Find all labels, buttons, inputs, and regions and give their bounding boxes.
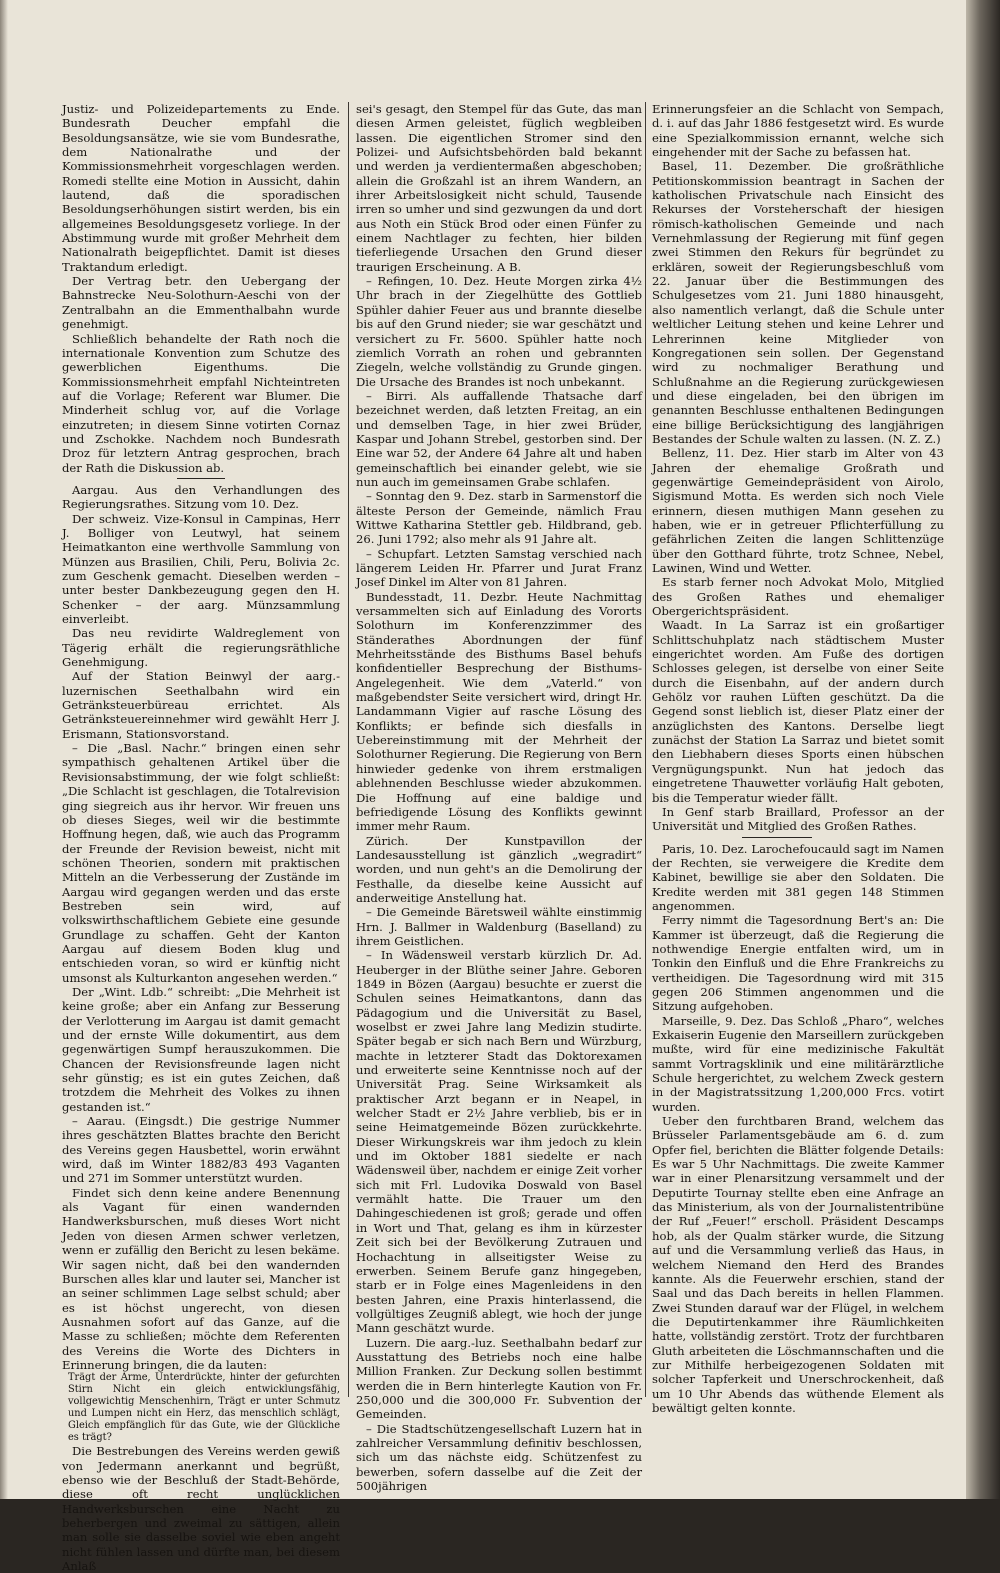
column-rule-1 — [348, 102, 349, 1397]
article-paragraph: Justiz- und Polizeidepartements zu Ende. Bundesrath Deucher empfahl die Besoldungsansätze, wie sie vom Bundesrathe, dem Nationalrathe und der Kommissionsmehrheit vorgeschlagen werden. Romedi stellte eine Motion in Aussicht, dahin lautend, daß die sporadischen Besoldungserhöhungen sistirt werden, bis ein allgemeines Besoldungsgesetz vorliege. In der Abstimmung wurde mit großer Mehrheit dem Nationalrath beigepflichtet. Damit ist dieses Traktandum erledigt. — [62, 102, 340, 274]
article-paragraph: – Sonntag den 9. Dez. starb in Sarmenstorf die älteste Person der Gemeinde, nämlich Frau Wittwe Katharina Stettler geb. Hildbrand, geb. 26. Juni 1792; also mehr als 91 Jahre alt. — [356, 489, 642, 547]
column-3 — [652, 102, 944, 1492]
article-paragraph: sei's gesagt, den Stempel für das Gute, das man diesen Armen geleistet, füglich wegbleiben lassen. Die eigentlichen Stromer sind den Polizei- und Aufsichtsbehörden bald bekannt und werden ja verdientermaßen abgeschoben; allein die Großzahl ist an ihrem Wandern, an ihrer Arbeitslosigkeit nicht schuld, Tausende irren so umher und sind gezwungen da und dort aus Noth ein Stück Brod oder einen Fünfer zu einem Nachtlager zu fechten, hier bilden tieferliegende Ursachen den Grund dieser traurigen Erscheinung. A B. — [356, 102, 642, 274]
article-paragraph: – Schupfart. Letzten Samstag verschied nach längerem Leiden Hr. Pfarrer und Jurat Franz Josef Dinkel im Alter von 81 Jahren. — [356, 546, 642, 590]
article-paragraph: Bundesstadt, 11. Dezbr. Heute Nachmittag versammelten sich auf Einladung des Vororts Solothurn im Konferenzzimmer des Ständerathes Abordnungen der fünf Mehrheitsstände des Bisthums Basel behufs konfidentieller Besprechung der Bisthums-Angelegenheit. Wie dem „Vaterld.“ von maßgebendster Seite versichert wird, dringt Hr. Landammann Vigier auf rasche Lösung des Konflikts; er befinde sich diesfalls in Uebereinstimmung mit der Mehrheit der Solothurner Regierung. Die Regierung von Bern hinwieder gedenke von ihrem erstmaligen ablehnenden Beschlusse wieder abzukommen. Die Hoffnung auf eine baldige und befriedigende Lösung des Konflikts gewinnt immer mehr Raum. — [356, 589, 642, 834]
article-paragraph: Schließlich behandelte der Rath noch die internationale Konvention zum Schutze des gewerblichen Eigenthums. Die Kommissionsmehrheit empfahl Nichteintreten auf die Vorlage; Referent war Blumer. Die Minderheit schlug vor, auf die Vorlage einzutreten; in diesem Sinne votirten Cornaz und Zschokke. Nachdem noch Bundesrath Droz für letztern Antrag gesprochen, brach der Rath die Diskussion ab. — [62, 331, 340, 475]
article-paragraph: In Genf starb Braillard, Professor an der Universität und Mitglied des Großen Rathes. — [652, 804, 944, 834]
article-paragraph: – Die Gemeinde Bäretsweil wählte einstimmig Hrn. J. Ballmer in Waldenburg (Baselland) zu ihrem Geistlichen. — [356, 905, 642, 948]
article-paragraph: – Aarau. (Eingsdt.) Die gestrige Nummer ihres geschätzten Blattes brachte den Bericht des Vereins gegen Hausbettel, worin erwähnt wird, daß im Winter 1882/83 493 Vaganten und 271 im Sommer unterstützt wurden. — [62, 1114, 340, 1186]
article-paragraph: Bellenz, 11. Dez. Hier starb im Alter von 43 Jahren der ehemalige Großrath und gegenwärtige Gemeindepräsident von Airolo, Sigismund Motta. Es werden sich noch Viele erinnern, diesen muthigen Mann gesehen zu haben, wie er in getreuer Pflichterfüllung zu gefährlichen Zeiten die langen Schlittenzüge über den Gotthard führte, trotz Schnee, Nebel, Lawinen, Wind und Wetter. — [652, 446, 944, 575]
article-paragraph: Paris, 10. Dez. Larochefoucauld sagt im Namen der Rechten, sie verweigere die Kredite dem Kabinet, bewillige sie aber den Soldaten. Die Kredite werden mit 381 gegen 148 Stimmen angenommen. — [652, 841, 944, 913]
article-paragraph: – In Wädensweil verstarb kürzlich Dr. Ad. Heuberger in der Blüthe seiner Jahre. Geboren 1849 in Bözen (Aargau) besuchte er zuerst die Schulen seines Heimatkantons, dann das Pädagogium und die Universität zu Basel, woselbst er zwei Jahre lang Medizin studirte. Später begab er sich nach Bern und Würzburg, machte in letzterer Stadt das Doktorexamen und erweiterte seine Kenntnisse noch auf der Universität Prag. Seine Wirksamkeit als praktischer Arzt begann er in Neapel, in welcher Stadt er 2½ Jahre verblieb, bis er in seine Heimatgemeinde Bözen zurückkehrte. Dieser Wirkungskreis war ihm jedoch zu klein und im Oktober 1881 siedelte er nach Wädensweil über, nachdem er einige Zeit vorher sich mit Frl. Ludovika Doswald von Basel vermählt hatte. Die Trauer um den Dahingeschiedenen ist groß; gerade und offen in Wort und That, gelang es ihm in kürzester Zeit sich bei der Bevölkerung Zutrauen und Hochachtung in allseitigster Weise zu erwerben. Seinem Berufe ganz hingegeben, starb er in Folge eines Magenleidens in den besten Jahren, eine Praxis hinterlassend, die vollgültiges Zeugniß ablegt, wie hoch der junge Mann geschätzt wurde. — [356, 948, 642, 1336]
article-paragraph: Zürich. Der Kunstpavillon der Landesausstellung ist gänzlich „wegradirt“ worden, und nun geht's an die Demolirung der Festhalle, da dieselbe keine Aussicht auf anderweitige Anstellung hat. — [356, 833, 642, 905]
article-paragraph: Aargau. Aus den Verhandlungen des Regierungsrathes. Sitzung vom 10. Dez. — [62, 482, 340, 512]
column-1 — [62, 102, 340, 1573]
article-paragraph: Erinnerungsfeier an die Schlacht von Sempach, d. i. auf das Jahr 1886 festgesetzt wird. Es wurde eine Spezialkommission ernannt, welche sich eingehender mit der Sache zu befassen hat. — [652, 102, 944, 160]
article-paragraph: – Refingen, 10. Dez. Heute Morgen zirka 4½ Uhr brach in der Ziegelhütte des Gottlieb Spühler dahier Feuer aus und brannte dieselbe bis auf den Grund nieder; sie war geschätzt und versichert zu Fr. 5600. Spühler hatte noch ziemlich Vorrath an rohen und gebrannten Ziegeln, welche vollständig zu Grunde gingen. Die Ursache des Brandes ist noch unbekannt. — [356, 274, 642, 389]
article-paragraph: Es starb ferner noch Advokat Molo, Mitglied des Großen Rathes und ehemaliger Obergerichtspräsident. — [652, 575, 944, 619]
article-paragraph: Auf der Station Beinwyl der aarg.-luzernischen Seethalbahn wird ein Getränksteuerbüreau errichtet. Als Getränksteuereinnehmer wird gewählt Herr J. Erismann, Stationsvorstand. — [62, 669, 340, 741]
article-paragraph: Das neu revidirte Waldreglement von Tägerig erhält die regierungsräthliche Genehmigung. — [62, 626, 340, 670]
article-paragraph: Der „Wint. Ldb.“ schreibt: „Die Mehrheit ist keine große; aber ein Anfang zur Besserung der Verlotterung im Aargau ist damit gemacht und der ernste Wille dokumentirt, aus dem gegenwärtigen Sumpf herauszukommen. Die Chancen der Revisionsfreunde lagen nicht sehr günstig; es ist ein gutes Zeichen, daß trotzdem die Mehrheit des Volkes zu ihnen gestanden ist.“ — [62, 984, 340, 1114]
page-binding-edge — [966, 0, 1000, 1499]
article-paragraph: Waadt. In La Sarraz ist ein großartiger Schlittschuhplatz nach städtischem Muster eingerichtet worden. Am Fuße des dortigen Schlosses gelegen, ist derselbe von einer Seite durch die Eisenbahn, auf der andern durch Gehölz vor rauhen Lüften geschützt. Da die Gegend sonst lieblich ist, dieser Platz einer der anzüglichsten des Kantons. Derselbe liegt zunächst der Station La Sarraz und bietet somit den Liebhabern dieses Sports einen hübschen Vergnügungspunkt. Nun hat jedoch das eingetretene Thauwetter vorläufig Halt geboten, bis die Temperatur wieder fällt. — [652, 618, 944, 805]
article-paragraph: Luzern. Die aarg.-luz. Seethalbahn bedarf zur Ausstattung des Betriebs noch eine halbe Million Franken. Zur Deckung sollen bestimmt werden die in Bern hinterlegte Kaution von Fr. 250,000 und die 300,000 Fr. Subvention der Gemeinden. — [356, 1335, 642, 1422]
article-paragraph: Basel, 11. Dezember. Die großräthliche Petitionskommission beantragt in Sachen der katholischen Privatschule nach Einsicht des Rekurses der Vorsteherschaft der hiesigen römisch-katholischen Gemeinde und nach Vernehmlassung der Regierung mit fünf gegen zwei Stimmen den Rekurs für begründet zu erklären, soweit der Regierungsbeschluß vom 22. Januar über die Bestimmungen des Schulgesetzes vom 21. Juni 1880 hinausgeht, also namentlich verlangt, daß die Schule unter weltlicher Leitung stehen und keine Lehrer und Lehrerinnen keine Mitglieder von Kongregationen sein sollen. Der Gegenstand wird zu nochmaliger Berathung und Schlußnahme an die Regierung zurückgewiesen und diese eingeladen, bei den übrigen im genannten Beschlusse enthaltenen Bedingungen eine billige Berücksichtigung des langjährigen Bestandes der Schule walten zu lassen. (N. Z. Z.) — [652, 159, 944, 446]
article-paragraph: Ueber den furchtbaren Brand, welchem das Brüsseler Parlamentsgebäude am 6. d. zum Opfer fiel, berichten die Blätter folgende Details: Es war 5 Uhr Nachmittags. Die zweite Kammer war in einer Plenarsitzung versammelt und der Deputirte Tournay stellte eben eine Anfrage an das Ministerium, als von der Journalistentribüne der Ruf „Feuer!“ erscholl. Präsident Descamps hob, als der Qualm stärker wurde, die Sitzung auf und die Versammlung verließ das Haus, in welchem Niemand den Herd des Brandes kannte. Als die Feuerwehr erschien, stand der Saal und das Dach bereits in hellen Flammen. Zwei Stunden darauf war der Flügel, in welchem die Deputirtenkammer ihre Räumlichkeiten hatte, vollständig zerstört. Trotz der furchtbaren Gluth arbeiteten die Löschmannschaften und die zur Mithilfe herbeigezogenen Soldaten mit solcher Tapferkeit und Unerschrockenheit, daß um 10 Uhr Abends das wüthende Element als bewältigt gelten konnte. — [652, 1114, 944, 1415]
article-paragraph: Marseille, 9. Dez. Das Schloß „Pharo“, welches Exkaiserin Eugenie den Marseillern zurückgeben mußte, wird für eine medizinische Fakultät sammt Vortragsklinik und eine militärärztliche Schule hergerichtet, zu welchem Zweck gestern in der Magistratssitzung 1,200,000 Frcs. votirt wurden. — [652, 1013, 944, 1114]
column-2 — [356, 102, 642, 1492]
article-paragraph: – Die Stadtschützengesellschaft Luzern hat in zahlreicher Versammlung definitiv beschlossen, sich um das nächste eidg. Schützenfest zu bewerben, sofern dasselbe auf die Zeit der 500jährigen — [356, 1421, 642, 1493]
section-separator — [742, 837, 812, 838]
article-paragraph: Die Bestrebungen des Vereins werden gewiß von Jedermann anerkannt und begrüßt, ebenso wie der Beschluß der Stadt-Behörde, diese oft recht unglücklichen Handwerksburschen eine Nacht zu beherbergen und zweimal zu sättigen, allein man solle sie dasselbe soviel wie eben angeht nicht fühlen lassen und dürfte man, bei diesem Anlaß — [62, 1444, 340, 1573]
column-rule-2 — [645, 102, 646, 1397]
article-paragraph: – Birri. Als auffallende Thatsache darf bezeichnet werden, daß letzten Freitag, an ein und demselben Tage, in hier zwei Brüder, Kaspar und Johann Strebel, gestorben sind. Der Eine war 52, der Andere 64 Jahre alt und haben gemeinschaftlich bei einander gelebt, wie sie nun auch im gemeinsamen Grabe schlafen. — [356, 388, 642, 489]
article-paragraph: Der schweiz. Vize-Konsul in Campinas, Herr J. Bolliger von Leutwyl, hat seinem Heimatkanton eine werthvolle Sammlung von Münzen aus Brasilien, Chili, Peru, Bolivia 2c. zum Geschenk gemacht. Dieselben werden – unter bester Dankbezeugung gegen den H. Schenker – der aarg. Münzsammlung einverleibt. — [62, 511, 340, 627]
article-paragraph: – Die „Basl. Nachr.“ bringen einen sehr sympathisch gehaltenen Artikel über die Revisionsabstimmung, der wie folgt schließt: „Die Schlacht ist geschlagen, die Totalrevision ging siegreich aus ihr hervor. Wir freuen uns ob dieses Sieges, weil wir die bestimmte Hoffnung hegen, daß, wie auch das Programm der Freunde der Revision beweist, nicht mit schönen Theorien, sondern mit praktischen Mitteln an die Verbesserung der Zustände im Aargau wird gegangen werden und das erste Bestreben sein wird, auf volkswirthschaftlichem Gebiete eine gesunde Grundlage zu schaffen. Geht der Kanton Aargau auf diesem Boden klug und entschieden voran, so wird er künftig nicht umsonst als Kulturkanton angesehen werden.“ — [62, 741, 340, 985]
article-paragraph: Findet sich denn keine andere Benennung als Vagant für einen wandernden Handwerksburschen, muß dieses Wort nicht Jeden von diesen Armen schwer verletzen, wenn er zufällig den Bericht zu lesen bekäme. Wir sagen nicht, daß bei den wandernden Burschen alles klar und lauter sei, Mancher ist an seiner schlimmen Lage selbst schuld; aber es ist höchst ungerecht, von diesen Ausnahmen sofort auf das Ganze, auf die Masse zu schließen; möchte dem Referenten des Vereins die Worte des Dichters in Erinnerung bringen, die da lauten: — [62, 1185, 340, 1372]
verse-quote: Trägt der Arme, Unterdrückte, hinter der gefurchten Stirn Nicht ein gleich entwicklungsfähig, vollgewichtig Menschenhirn, Trägt er unter Schmutz und Lumpen nicht ein Herz, das menschlich schlägt, Gleich empfänglich für das Gute, wie der Glückliche es trägt? — [68, 1372, 340, 1444]
page-left-edge — [0, 0, 8, 1499]
article-paragraph: Ferry nimmt die Tagesordnung Bert's an: Die Kammer ist überzeugt, daß die Regierung die nothwendige Energie entfalten wird, um in Tonkin den Einfluß und die Ehre Frankreichs zu vertheidigen. Die Tagesordnung wird mit 315 gegen 206 Stimmen angenommen und die Sitzung aufgehoben. — [652, 913, 944, 1014]
section-separator — [177, 478, 225, 479]
article-paragraph: Der Vertrag betr. den Uebergang der Bahnstrecke Neu-Solothurn-Aeschi von der Zentralbahn an die Emmenthalbahn wurde genehmigt. — [62, 274, 340, 332]
